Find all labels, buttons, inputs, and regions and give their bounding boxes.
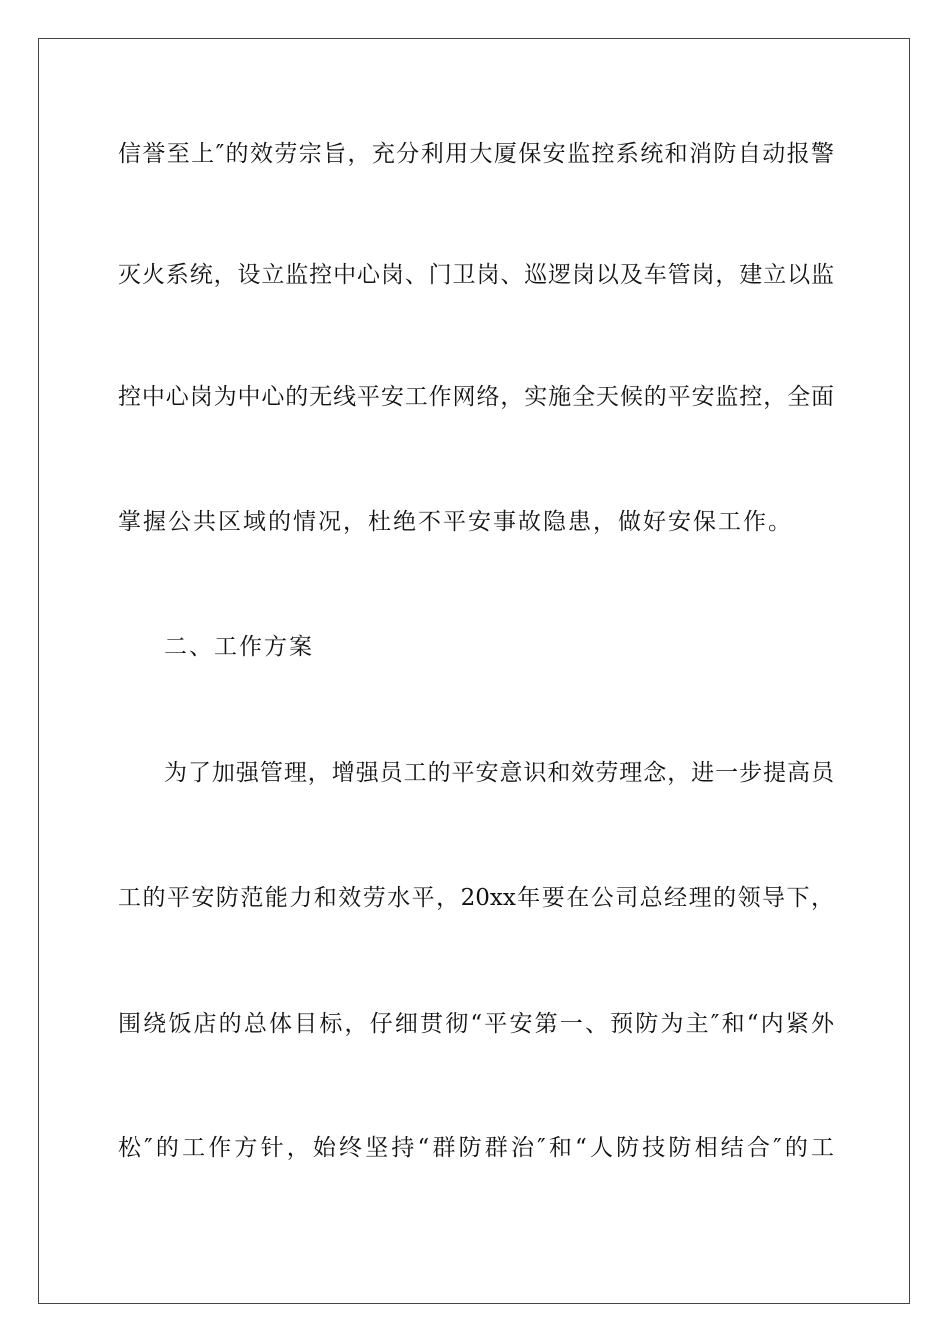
paragraph-1-line-1: 信誉至上″的效劳宗旨，充分利用大厦保安监控系统和消防自动报警 <box>118 141 834 167</box>
paragraph-1-line-3: 控中心岗为中心的无线平安工作网络，实施全天候的平安监控，全面 <box>118 384 834 410</box>
paragraph-2-line-4: 松″的工作方针，始终坚持“群防群治″和“人防技防相结合″的工 <box>118 1135 834 1161</box>
paragraph-2-line-1: 为了加强管理，增强员工的平安意识和效劳理念，进一步提高员 <box>164 760 834 786</box>
page-border <box>38 38 910 1304</box>
paragraph-2-line-2: 工的平安防范能力和效劳水平，20xx年要在公司总经理的领导下， <box>118 885 834 911</box>
paragraph-1-line-4: 掌握公共区域的情况，杜绝不平安事故隐患，做好安保工作。 <box>118 509 793 535</box>
paragraph-1-line-2: 灭火系统，设立监控中心岗、门卫岗、巡逻岗以及车管岗，建立以监 <box>118 262 834 288</box>
paragraph-2-line-3: 围绕饭店的总体目标，仔细贯彻“平安第一、预防为主″和“内紧外 <box>118 1011 834 1037</box>
section-heading: 二、工作方案 <box>164 634 314 660</box>
